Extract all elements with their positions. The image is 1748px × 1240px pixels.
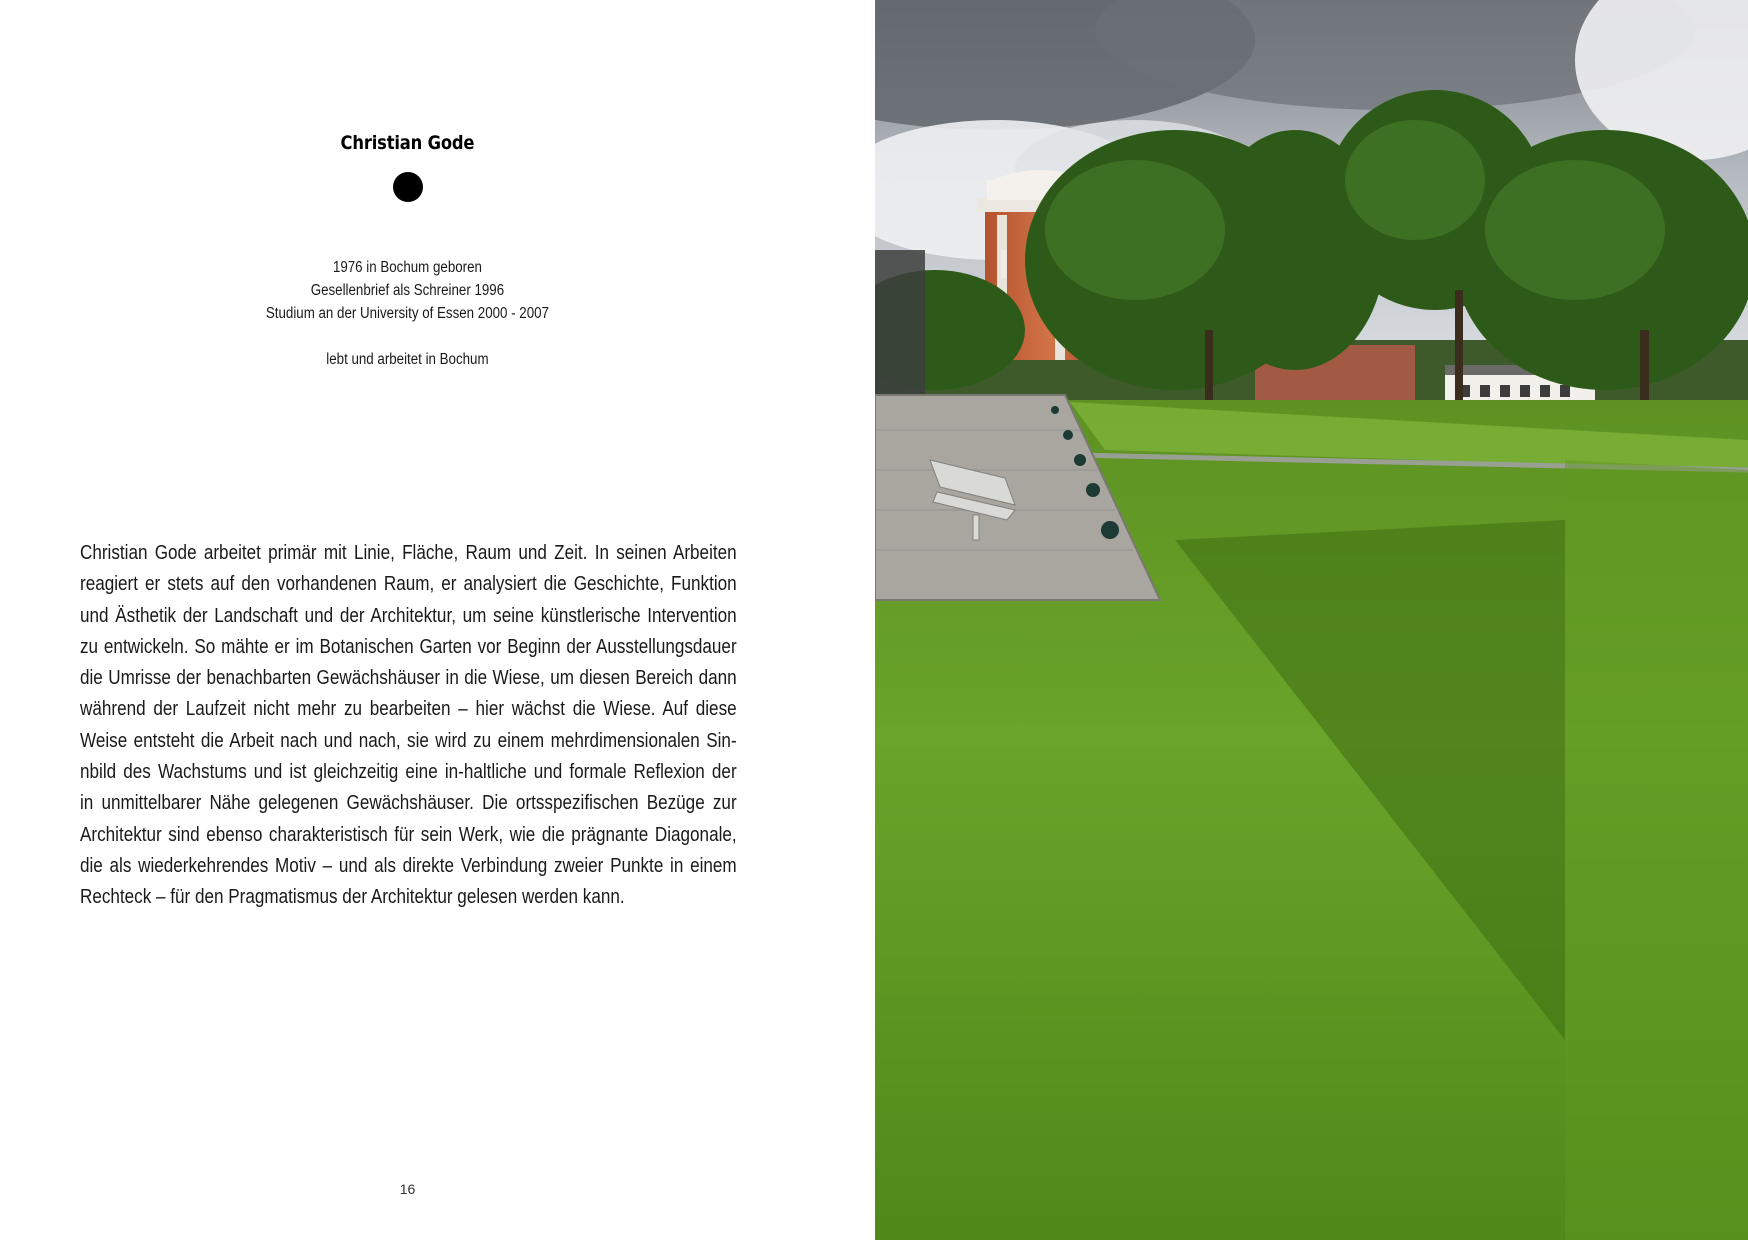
- text-line: reagiert er stets auf den vorhandenen Raum, er analysiert die Geschichte, Funktion: [80, 573, 737, 596]
- text-line: Rechteck – für den Pragmatismus der Architektur gelesen werden kann.: [80, 886, 625, 909]
- text-line: Weise entsteht die Arbeit nach und nach, sie wird zu einem mehrdimensionalen Sin-: [80, 729, 737, 752]
- bio-block: [0, 256, 815, 371]
- bio-line: Gesellenbrief als Schreiner 1996: [310, 282, 505, 299]
- black-dot-icon: [393, 172, 423, 202]
- page-number: 16: [399, 1181, 416, 1197]
- text-line: Architektur sind ebenso charakteristisch für sein Werk, wie die prägnante Diagonale,: [80, 823, 737, 846]
- text-line: während der Laufzeit nicht mehr zu bearbeiten – hier wächst die Wiese. Auf diese: [80, 698, 737, 721]
- bio-line: 1976 in Bochum geboren: [332, 259, 482, 276]
- text-line: nbild des Wachstums und ist gleichzeitig eine in-haltliche und formale Reflexion der: [80, 761, 737, 784]
- garden-photo: [875, 0, 1748, 1240]
- bio-line: lebt und arbeitet in Bochum: [326, 351, 489, 368]
- artist-name: Christian Gode: [340, 132, 475, 154]
- bio-line: Studium an der University of Essen 2000 - 2007: [265, 305, 549, 322]
- text-line: die als wiederkehrendes Motiv – und als direkte Verbindung zweier Punkte in einem: [80, 854, 737, 877]
- text-line: und Ästhetik der Landschaft und der Architektur, um seine künstlerische Intervention: [80, 604, 737, 627]
- description-text: [80, 538, 737, 914]
- bio-gap: [57, 325, 758, 348]
- garden-photo-illustration: [875, 0, 1748, 1240]
- text-line: die Umrisse der benachbarten Gewächshäuser in die Wiese, um diesen Bereich dann: [80, 667, 737, 690]
- text-line: zu entwickeln. So mähte er im Botanischen Garten vor Beginn der Ausstellungsdauer: [80, 635, 737, 658]
- text-line: in unmittelbarer Nähe gelegenen Gewächshäuser. Die ortsspezifischen Bezüge zur: [80, 792, 737, 815]
- text-line: Christian Gode arbeitet primär mit Linie, Fläche, Raum und Zeit. In seinen Arbeiten: [80, 542, 737, 564]
